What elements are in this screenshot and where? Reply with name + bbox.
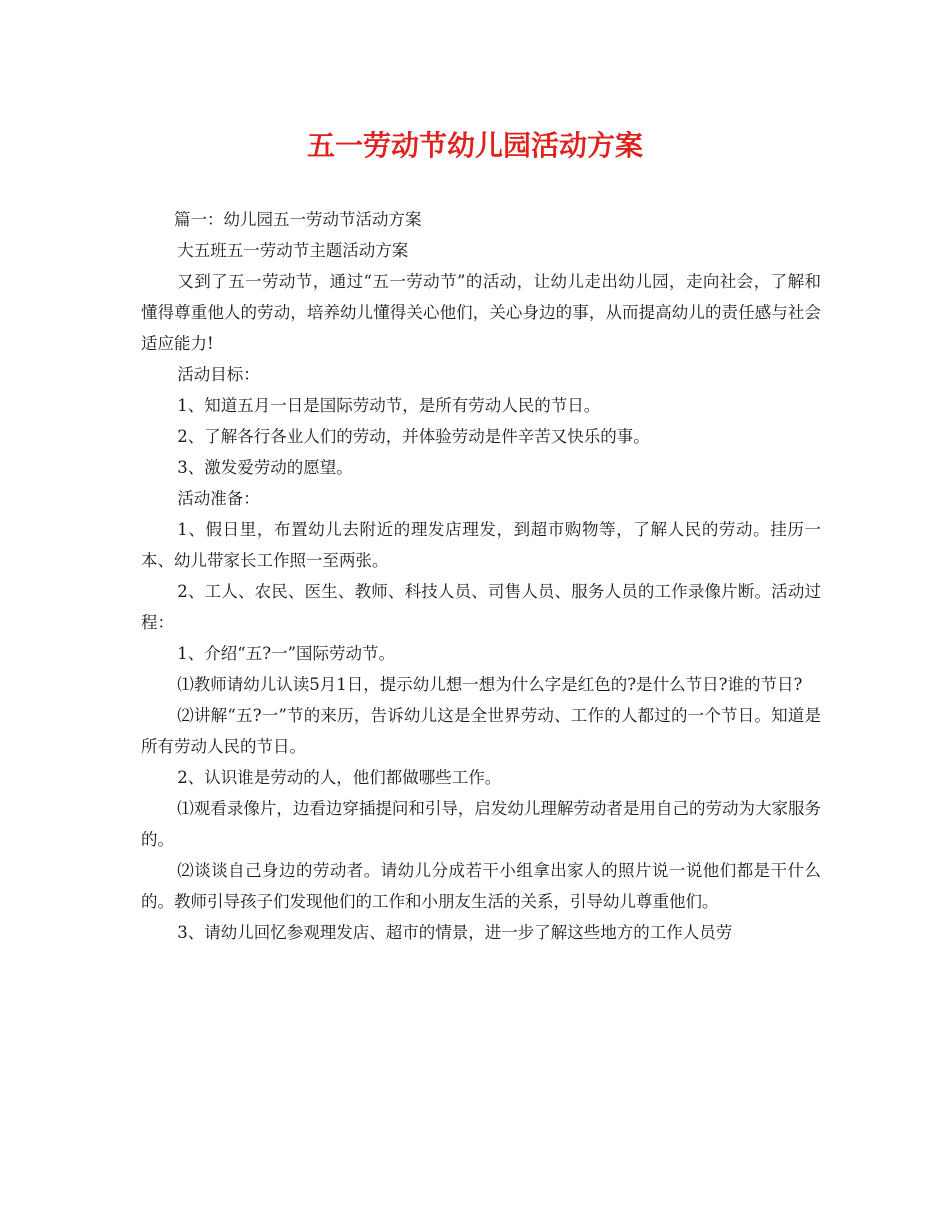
- plan-subtitle: 大五班五一劳动节主题活动方案: [177, 241, 409, 260]
- process-step-1: 1、介绍“五?一”国际劳动节。: [177, 644, 396, 663]
- preparation-item-1: 1、假日里，布置幼儿去附近的理发店理发，到超市购物等，了解人民的劳动。挂历一本、幼儿带家长工作照一至两张。: [141, 520, 821, 570]
- page-title: 五一劳动节幼儿园活动方案: [306, 129, 643, 162]
- process-step-2: 2、认识谁是劳动的人，他们都做哪些工作。: [177, 768, 502, 787]
- goal-item-2: 2、了解各行各业人们的劳动，并体验劳动是件辛苦又快乐的事。: [177, 427, 650, 446]
- process-step-2-sub-1: ⑴观看录像片，边看边穿插提问和引导，启发幼儿理解劳动者是用自己的劳动为大家服务的。: [141, 799, 821, 849]
- preparation-item-2: 2、工人、农民、医生、教师、科技人员、司售人员、服务人员的工作录像片断。活动过程：: [141, 582, 821, 632]
- section-heading-1: 篇一：幼儿园五一劳动节活动方案: [174, 210, 422, 229]
- goals-heading: 活动目标：: [177, 365, 260, 384]
- goal-item-1: 1、知道五月一日是国际劳动节，是所有劳动人民的节日。: [177, 396, 601, 415]
- process-step-1-sub-2: ⑵讲解“五?一”节的来历，告诉幼儿这是全世界劳动、工作的人都过的一个节日。知道是所有劳动人民的节日。: [141, 706, 821, 756]
- intro-paragraph: 又到了五一劳动节，通过“五一劳动节”的活动，让幼儿走出幼儿园，走向社会，了解和懂得尊重他人的劳动，培养幼儿懂得关心他们，关心身边的事，从而提高幼儿的责任感与社会适应能力!: [141, 272, 821, 353]
- document-body: [141, 204, 821, 948]
- process-step-1-sub-1: ⑴教师请幼儿认读5月1日，提示幼儿想一想为什么字是红色的?是什么节日?谁的节日?: [177, 675, 803, 694]
- preparation-heading: 活动准备：: [177, 489, 260, 508]
- goal-item-3: 3、激发爱劳动的愿望。: [177, 458, 353, 477]
- process-step-3: 3、请幼儿回忆参观理发店、超市的情景，进一步了解这些地方的工作人员劳: [177, 923, 733, 942]
- process-step-2-sub-2: ⑵谈谈自己身边的劳动者。请幼儿分成若干小组拿出家人的照片说一说他们都是干什么的。教师引导孩子们发现他们的工作和小朋友生活的关系，引导幼儿尊重他们。: [141, 861, 821, 911]
